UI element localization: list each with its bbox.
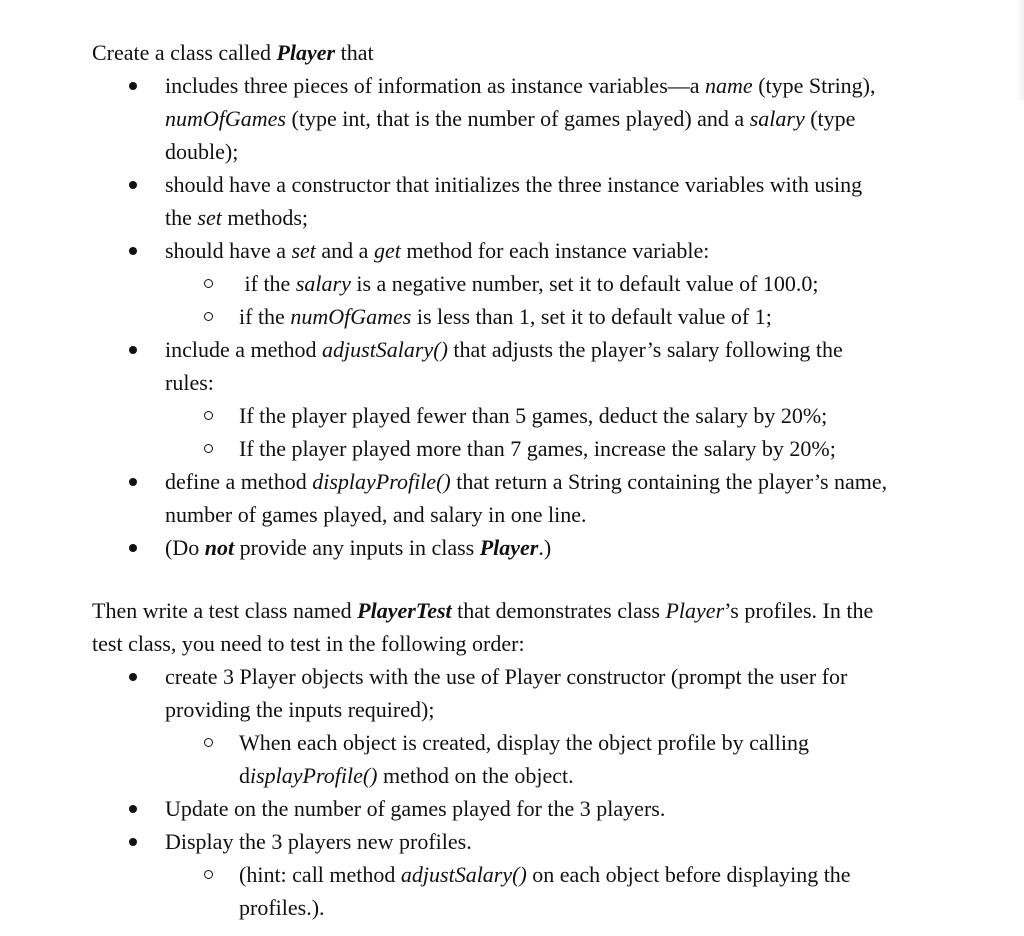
bullet-icon [127,825,139,858]
sub-list-item [92,759,992,792]
test-class-intro-paragraph [92,594,992,660]
text-run: profiles.). [239,895,325,920]
list-item-line [92,498,992,531]
test-step-update-games [92,792,992,825]
requirement-set-get [92,234,992,333]
page-edge-shadow [1016,0,1024,100]
text-run: that [335,40,374,65]
text-run: is less than 1, set it to default value of 1; [411,304,772,329]
italic-term: set [291,238,316,263]
text-run: is a negative number, set it to default value of 100.0; [350,271,819,296]
sub-list-item [92,300,992,333]
list-item-line [92,69,992,102]
test-step-display-profiles [92,825,992,924]
bold-italic-term: not [204,535,235,560]
italic-term: numOfGames [165,106,286,131]
requirement-adjust-salary [92,333,992,465]
list-item-line [92,660,992,693]
text-run: ’s profiles. In the [724,598,874,623]
circle-bullet-icon [201,432,215,465]
paragraph-spacer [92,564,992,594]
list-item-line [92,333,992,366]
list-item-line [92,531,992,564]
list-item-line [92,465,992,498]
text-run: When each object is created, display the object profile by calling [239,730,809,755]
list-item-line [92,693,992,726]
italic-term: adjustSalary() [322,337,448,362]
list-item-line [92,168,992,201]
list-item-line [92,792,992,825]
text-run: if the [239,304,291,329]
text-run: d [239,763,250,788]
text-run: Create a class called [92,40,277,65]
sub-list-item [92,267,992,300]
requirement-display-profile [92,465,992,531]
bullet-icon [127,168,139,201]
list-item-line [92,102,992,135]
bullet-icon [127,333,139,366]
sub-list-item [92,399,992,432]
italic-term: set [197,205,222,230]
bullet-icon [127,465,139,498]
text-run: that demonstrates class [451,598,666,623]
requirement-instance-variables [92,69,992,168]
sub-list-item [92,432,992,465]
requirement-constructor [92,168,992,234]
list-item-line [92,201,992,234]
text-run: Then write a test class named [92,598,358,623]
text-run: and a [315,238,374,263]
text-run: Display the 3 players new profiles. [165,829,472,854]
list-item-line [92,825,992,858]
circle-bullet-icon [201,399,215,432]
text-run: if the [239,271,296,296]
text-run: test class, you need to test in the following order: [92,631,525,656]
bullet-icon [127,234,139,267]
test-step-create-players [92,660,992,792]
assignment-document [92,36,992,924]
bold-italic-term: Player [479,535,539,560]
italic-term: get [373,238,401,263]
text-run: that return a String containing the player’s name, [450,469,888,494]
text-run: create 3 Player objects with the use of Player constructor (prompt the user for [165,664,848,689]
text-run: method for each instance variable: [400,238,710,263]
circle-bullet-icon [201,726,215,759]
text-run: the [165,205,198,230]
text-run: (type String), [752,73,876,98]
text-run: providing the inputs required); [165,697,435,722]
sub-list-item [92,858,992,891]
text-run: includes three pieces of information as instance variables—a [165,73,706,98]
text-run: double); [165,139,239,164]
italic-term: name [705,73,753,98]
sub-list-item [92,891,992,924]
text-run: should have a [165,238,292,263]
italic-term: salary [749,106,805,131]
italic-term: displayProfile() [312,469,451,494]
text-run: (type [804,106,856,131]
bullet-icon [127,69,139,102]
requirement-no-inputs [92,531,992,564]
text-run: provide any inputs in class [234,535,480,560]
sub-list-item [92,726,992,759]
text-run: Update on the number of games played for the 3 players. [165,796,666,821]
class-intro-paragraph [92,36,992,69]
italic-term: numOfGames [290,304,412,329]
italic-term: isplayProfile() [250,763,378,788]
italic-term: Player [665,598,725,623]
test-intro-line [92,627,992,660]
text-run: on each object before displaying the [526,862,851,887]
italic-term: salary [295,271,351,296]
bullet-icon [127,660,139,693]
text-run: rules: [165,370,214,395]
text-run: .) [538,535,552,560]
text-run: define a method [165,469,313,494]
test-intro-line [92,594,992,627]
text-run: If the player played more than 7 games, increase the salary by 20%; [239,436,836,461]
text-run: methods; [221,205,309,230]
circle-bullet-icon [201,300,215,333]
class-name-player: Player [276,40,336,65]
text-run: that adjusts the player’s salary following the [447,337,843,362]
text-run: (Do [165,535,205,560]
text-run: If the player played fewer than 5 games, deduct the salary by 20%; [239,403,828,428]
text-run: method on the object. [377,763,574,788]
list-item-line [92,234,992,267]
class-name-playertest: PlayerTest [357,598,452,623]
circle-bullet-icon [201,858,215,891]
class-intro-line [92,36,992,69]
text-run: number of games played, and salary in one line. [165,502,587,527]
italic-term: adjustSalary() [400,862,527,887]
text-run: include a method [165,337,323,362]
text-run: (type int, that is the number of games played) and a [286,106,750,131]
bullet-icon [127,792,139,825]
bullet-icon [127,531,139,564]
text-run: should have a constructor that initializes the three instance variables with using [165,172,863,197]
text-run: (hint: call method [239,862,401,887]
list-item-line [92,366,992,399]
circle-bullet-icon [201,267,215,300]
list-item-line [92,135,992,168]
